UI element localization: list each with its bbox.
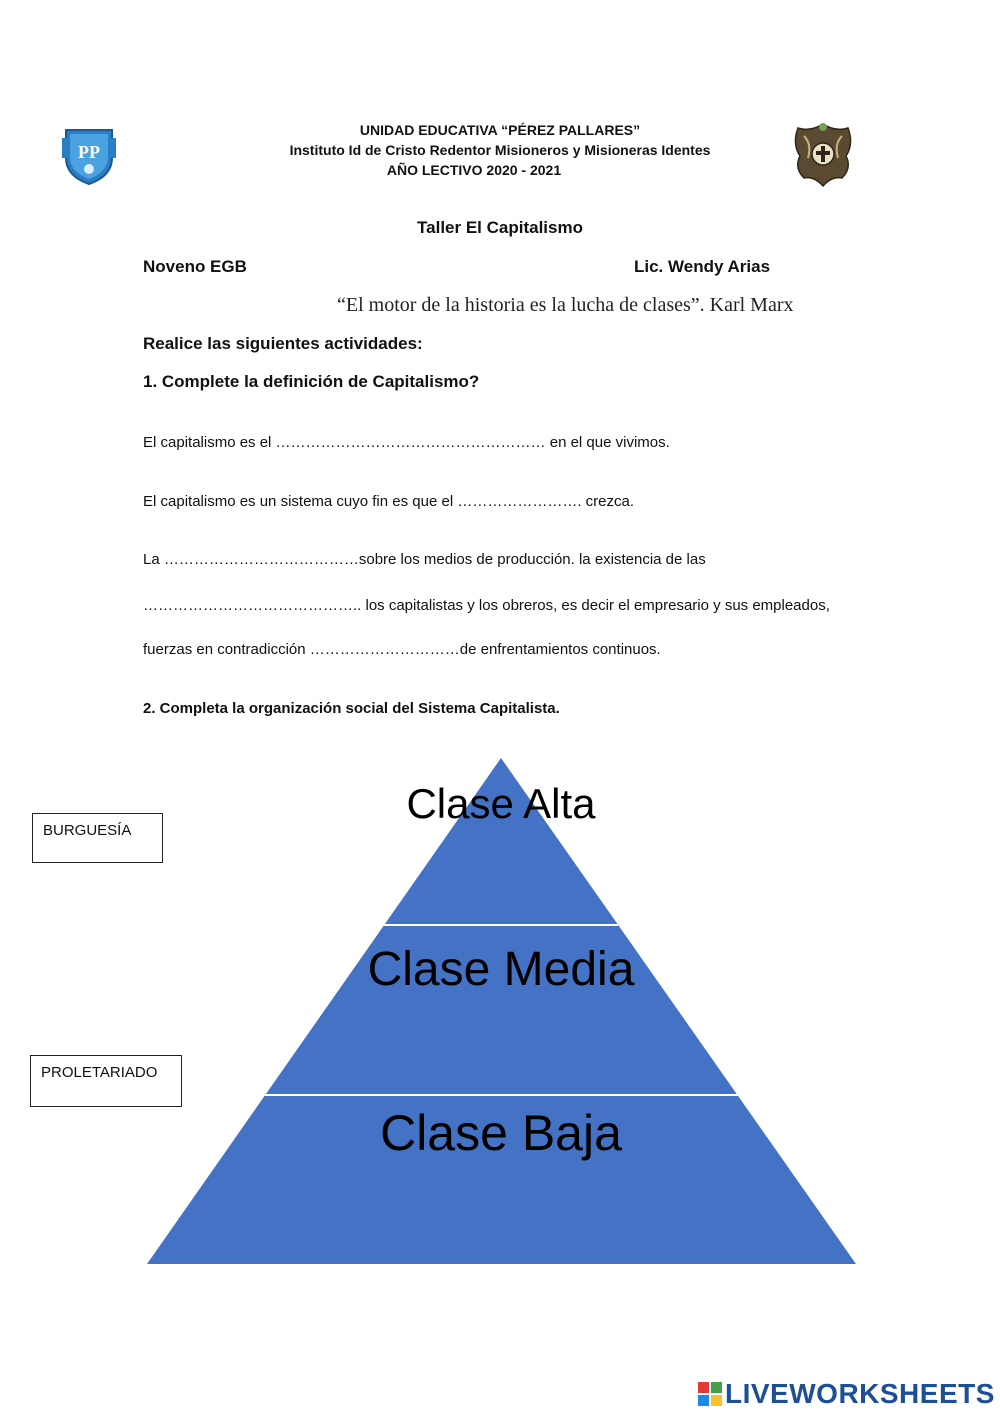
- q1-line: fuerzas en contradicción …………………………de enfrentamientos continuos.: [143, 641, 661, 658]
- q1-line: El capitalismo es un sistema cuyo fin es que el ……………………. crezca.: [143, 493, 635, 510]
- answer-box-proletariado[interactable]: PROLETARIADO: [30, 1055, 182, 1107]
- question-1-title: 1. Complete la definición de Capitalismo?: [143, 372, 480, 391]
- svg-text:PP: PP: [78, 142, 100, 162]
- q1-line: La …………………………………sobre los medios de producción. la existencia de las: [143, 551, 706, 568]
- page-title: Taller El Capitalismo: [417, 218, 583, 237]
- quote: “El motor de la historia es la lucha de clases”. Karl Marx: [337, 294, 794, 316]
- question-2-title: 2. Completa la organización social del Sistema Capitalista.: [143, 700, 560, 717]
- watermark-text: LIVEWORKSHEETS: [725, 1378, 995, 1409]
- school-name: UNIDAD EDUCATIVA “PÉREZ PALLARES”: [359, 122, 641, 138]
- instructions: Realice las siguientes actividades:: [143, 334, 423, 353]
- pyramid-middle-label: Clase Media: [367, 943, 635, 996]
- pyramid-shape: [147, 758, 856, 1264]
- institute-name: Instituto Id de Cristo Redentor Misioneros y Misioneras Identes: [289, 142, 711, 158]
- school-year: AÑO LECTIVO 2020 - 2021: [386, 162, 562, 178]
- pyramid-top-label: Clase Alta: [406, 780, 596, 827]
- answer-box-burguesia[interactable]: BURGUESÍA: [32, 813, 163, 863]
- q1-line: El capitalismo es el ……………………………………………… en el que vivimos.: [143, 434, 670, 451]
- pyramid-bottom-label: Clase Baja: [380, 1105, 622, 1161]
- liveworksheets-watermark: [698, 1378, 995, 1410]
- q1-line: …………………………………….. los capitalistas y los obreros, es decir el empresario y sus empleados,: [143, 597, 830, 614]
- liveworksheets-logo-icon: [698, 1382, 722, 1406]
- teacher-label: Lic. Wendy Arias: [634, 257, 771, 276]
- grade-label: Noveno EGB: [143, 257, 247, 276]
